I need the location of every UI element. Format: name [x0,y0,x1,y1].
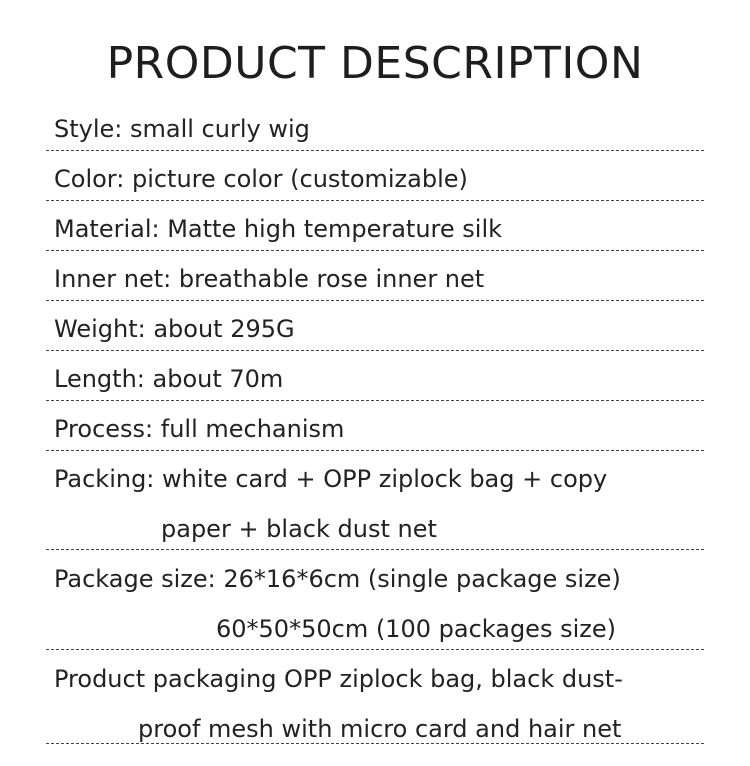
spec-text: Material: Matte high temperature silk [54,215,503,243]
spec-text-continued: paper + black dust net [161,515,437,543]
spec-row-packing [46,454,704,550]
spec-row-color [46,154,704,201]
spec-text: Style: small curly wig [54,115,310,143]
spec-row-package-size [46,554,704,650]
spec-text: Weight: about 295G [54,315,295,343]
spec-text: Color: picture color (customizable) [54,165,468,193]
spec-text: Process: full mechanism [54,415,345,443]
spec-text: Product packaging OPP ziplock bag, black dust- [54,665,623,693]
spec-text-continued: proof mesh with micro card and hair net [138,715,622,743]
spec-text-continued: 60*50*50cm (100 packages size) [216,615,616,643]
spec-row-product-packaging [46,654,704,744]
page-title: PRODUCT DESCRIPTION [106,38,644,89]
spec-row-inner-net [46,254,704,301]
spec-row-style [46,104,704,151]
spec-text: Inner net: breathable rose inner net [54,265,485,293]
spec-row-material [46,204,704,251]
spec-text: Package size: 26*16*6cm (single package size) [54,565,621,593]
spec-text: Length: about 70m [54,365,284,393]
spec-row-process [46,404,704,451]
spec-row-weight [46,304,704,351]
spec-text: Packing: white card + OPP ziplock bag + copy [54,465,608,493]
spec-row-length [46,354,704,401]
